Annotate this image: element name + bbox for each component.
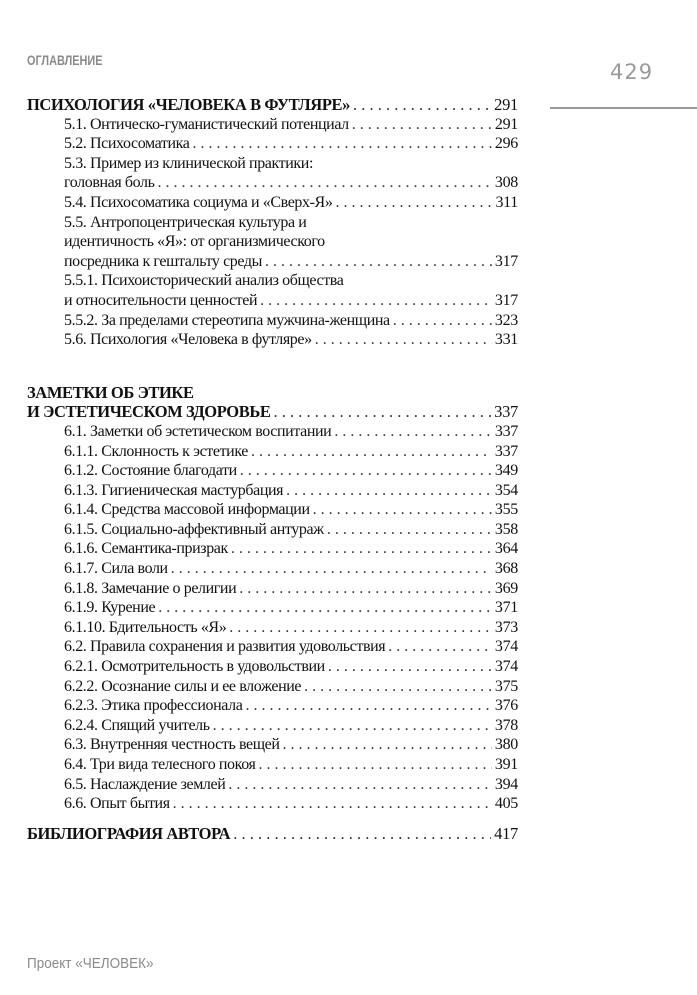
page-ref: 375: [494, 677, 518, 695]
page-ref: 349: [494, 462, 518, 480]
toc-entry-title: идентичность «Я»: от организмического: [64, 233, 325, 251]
page-ref: 364: [494, 540, 518, 558]
page-ref: 378: [494, 716, 518, 734]
toc-entry[interactable]: [27, 271, 518, 291]
header-rule: [550, 107, 697, 109]
toc-entry[interactable]: [27, 520, 518, 540]
toc-entry[interactable]: [27, 598, 518, 618]
dot-leader: [240, 461, 492, 481]
dot-leader: [260, 291, 492, 311]
toc-entry-title: 6.1.1. Склонность к эстетике: [64, 442, 249, 460]
dot-leader: [327, 520, 492, 540]
toc-chapter-heading[interactable]: [27, 824, 518, 844]
toc-entry-title: головная боль: [64, 174, 155, 192]
toc-entry-title: 6.1.5. Социально-аффективный антураж: [64, 520, 324, 538]
toc-entry[interactable]: [27, 193, 518, 213]
toc-entry-title: 5.4. Психосоматика социума и «Сверх-Я»: [64, 193, 333, 211]
toc-entry-title: 5.5. Антропоцентрическая культура и: [64, 213, 307, 231]
running-title: ОГЛАВЛЕНИЕ: [27, 52, 103, 68]
toc-entry[interactable]: [27, 794, 518, 814]
toc-entry[interactable]: [27, 213, 518, 233]
toc-entry[interactable]: [27, 461, 518, 481]
page-ref: 380: [494, 736, 518, 754]
page-ref: 358: [494, 520, 518, 538]
page-ref: 355: [494, 501, 518, 519]
toc-entry[interactable]: [27, 311, 518, 331]
toc-entry-title: 5.6. Психология «Человека в футляре»: [64, 331, 312, 349]
dot-leader: [239, 579, 492, 599]
dot-leader: [283, 735, 492, 755]
dot-leader: [251, 442, 492, 462]
dot-leader: [231, 539, 492, 559]
page-ref: 374: [494, 638, 518, 656]
dot-leader: [352, 115, 492, 135]
toc-entry[interactable]: [27, 232, 518, 252]
toc-entry-title: 6.5. Наслаждение землей: [64, 775, 226, 793]
toc-entry-title: 6.6. Опыт бытия: [64, 795, 170, 813]
page-ref: 337: [494, 402, 518, 422]
dot-leader: [273, 402, 491, 422]
page-ref: 308: [494, 174, 518, 192]
dot-leader: [158, 173, 492, 193]
dot-leader: [258, 755, 491, 775]
page-ref: 323: [494, 311, 518, 329]
page-ref: 373: [494, 618, 518, 636]
toc-entry[interactable]: [27, 291, 518, 311]
footer-project-title: Проект «ЧЕЛОВЕК»: [27, 955, 154, 972]
page-ref: 368: [494, 560, 518, 578]
table-of-contents: [27, 95, 518, 843]
toc-entry-title: 6.1.4. Средства массовой информации: [64, 501, 310, 519]
toc-entry[interactable]: [27, 579, 518, 599]
section-gap: [27, 814, 518, 824]
toc-entry[interactable]: [27, 775, 518, 795]
toc-entry-title: 6.1. Заметки об эстетическом воспитании: [64, 422, 332, 440]
toc-entry-title: 6.1.10. Бдительность «Я»: [64, 618, 227, 636]
toc-entry[interactable]: [27, 173, 518, 193]
toc-entry-title: 5.5.1. Психоисторический анализ общества: [64, 272, 344, 290]
toc-entry[interactable]: [27, 442, 518, 462]
toc-entry-title: 5.2. Психосоматика: [64, 135, 190, 153]
page-ref: 394: [494, 775, 518, 793]
page-ref: 405: [494, 795, 518, 813]
page-ref: 371: [494, 599, 518, 617]
toc-entry-title: 6.2.2. Осознание силы и ее вложение: [64, 677, 302, 695]
page-ref: 317: [494, 291, 518, 309]
toc-entry[interactable]: [27, 696, 518, 716]
toc-entry[interactable]: [27, 500, 518, 520]
dot-leader: [173, 794, 492, 814]
toc-entry[interactable]: [27, 677, 518, 697]
toc-entry-title: 6.1.6. Семантика-призрак: [64, 540, 228, 558]
toc-entry-title: 5.3. Пример из клинической практики:: [64, 154, 314, 172]
toc-entry-title: 6.1.8. Замечание о религии: [64, 579, 237, 597]
dot-leader: [315, 330, 492, 350]
toc-entry-title: 5.5.2. За пределами стереотипа мужчина-женщина: [64, 311, 390, 329]
toc-entry-title: 5.1. Онтическо-гуманистический потенциал: [64, 115, 349, 133]
toc-entry-title: 6.1.3. Гигиеническая мастурбация: [64, 481, 284, 499]
page-ref: 331: [494, 331, 518, 349]
toc-entry[interactable]: [27, 559, 518, 579]
page-ref: 376: [494, 697, 518, 715]
dot-leader: [334, 422, 492, 442]
toc-chapter-heading[interactable]: [27, 95, 518, 115]
page-ref: 291: [494, 115, 518, 133]
toc-chapter-heading-title: И ЭСТЕТИЧЕСКОМ ЗДОРОВЬЕ: [27, 402, 271, 422]
toc-entry-title: 6.2.3. Этика профессионала: [64, 697, 243, 715]
toc-entry-title: 6.1.9. Курение: [64, 599, 156, 617]
toc-entry-title: 6.1.2. Состояние благодати: [64, 462, 237, 480]
page-ref: 337: [494, 422, 518, 440]
toc-entry[interactable]: [27, 422, 518, 442]
toc-entry[interactable]: [27, 755, 518, 775]
page-number: 429: [610, 60, 654, 84]
dot-leader: [228, 775, 492, 795]
toc-entry-title: и относительности ценностей: [64, 291, 258, 309]
toc-entry[interactable]: [27, 716, 518, 736]
toc-entry-title: посредника к гештальту среды: [64, 252, 262, 270]
page-ref: 369: [494, 579, 518, 597]
dot-leader: [245, 696, 491, 716]
toc-entry-title: 6.2.4. Спящий учитель: [64, 716, 210, 734]
toc-entry[interactable]: [27, 539, 518, 559]
toc-entry[interactable]: [27, 481, 518, 501]
section-gap: [27, 350, 518, 383]
page-ref: 337: [494, 442, 518, 460]
toc-entry[interactable]: [27, 330, 518, 350]
toc-entry[interactable]: [27, 134, 518, 154]
toc-entry[interactable]: [27, 735, 518, 755]
dot-leader: [171, 559, 492, 579]
dot-leader: [158, 598, 492, 618]
toc-entry-title: 6.2. Правила сохранения и развития удовольствия: [64, 638, 386, 656]
page-ref: 354: [494, 481, 518, 499]
page-ref: 391: [494, 756, 518, 773]
toc-entry[interactable]: [27, 657, 518, 677]
page-ref: 317: [494, 252, 518, 270]
toc-entry[interactable]: [27, 154, 518, 174]
dot-leader: [265, 252, 492, 272]
toc-chapter-heading-title: ЗАМЕТКИ ОБ ЭТИКЕ: [27, 382, 194, 402]
toc-chapter-heading[interactable]: [27, 383, 518, 403]
dot-leader: [193, 134, 492, 154]
page-ref: 291: [494, 95, 518, 114]
page-ref: 374: [494, 658, 518, 676]
dot-leader: [304, 677, 492, 697]
toc-entry[interactable]: [27, 252, 518, 272]
dot-leader: [393, 311, 492, 331]
toc-chapter-heading-title: ПСИХОЛОГИЯ «ЧЕЛОВЕКА В ФУТЛЯРЕ»: [27, 95, 350, 114]
dot-leader: [328, 657, 492, 677]
dot-leader: [229, 618, 492, 638]
dot-leader: [353, 95, 491, 115]
toc-chapter-heading[interactable]: [27, 402, 518, 422]
toc-entry-title: 6.3. Внутренняя честность вещей: [64, 736, 280, 754]
toc-entry-title: 6.4. Три вида телесного покоя: [64, 756, 256, 773]
dot-leader: [335, 193, 492, 213]
dot-leader: [233, 824, 491, 844]
page-ref: 311: [495, 193, 518, 211]
toc-entry[interactable]: [27, 618, 518, 638]
dot-leader: [388, 637, 492, 657]
toc-entry[interactable]: [27, 637, 518, 657]
toc-entry-title: 6.1.7. Сила воли: [64, 560, 168, 578]
toc-entry-title: 6.2.1. Осмотрительность в удовольствии: [64, 658, 325, 676]
page-ref: 417: [494, 823, 518, 843]
toc-chapter-heading-title: БИБЛИОГРАФИЯ АВТОРА: [27, 823, 231, 843]
page-ref: 296: [494, 135, 518, 153]
dot-leader: [213, 716, 492, 736]
dot-leader: [286, 481, 492, 501]
dot-leader: [313, 500, 492, 520]
toc-entry[interactable]: [27, 115, 518, 135]
